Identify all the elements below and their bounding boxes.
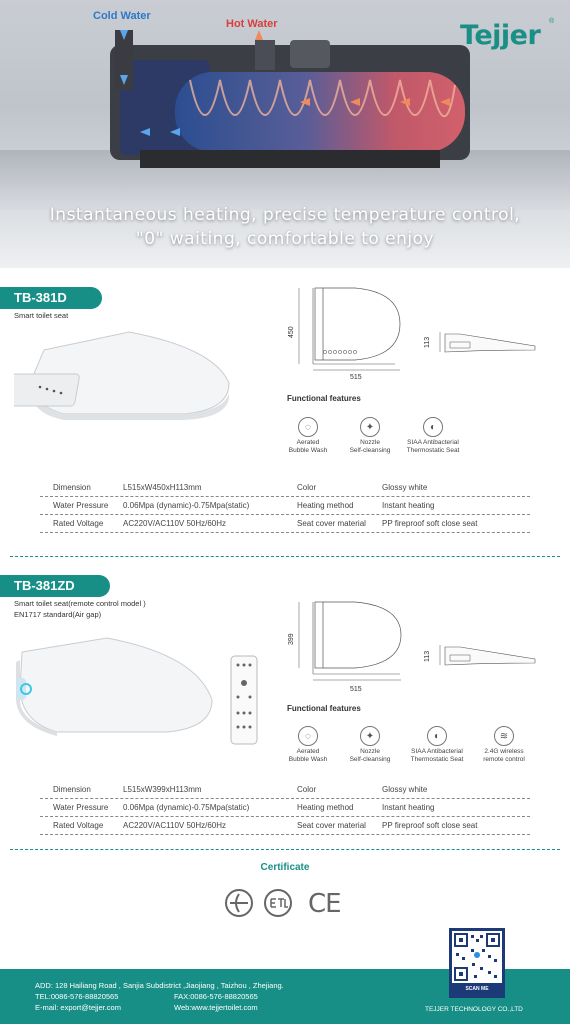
model-standard: EN1717 standard(Air gap) bbox=[14, 610, 102, 619]
feature-label: Aerated bbox=[296, 748, 320, 755]
width-dimension: 515 bbox=[350, 374, 362, 381]
spec-value: Instant heating bbox=[382, 803, 435, 812]
feature-label: Self-cleansing bbox=[349, 756, 391, 763]
feature-label: SIAA Antibacterial bbox=[411, 748, 463, 755]
table-row bbox=[40, 799, 530, 817]
nozzle-icon: ✦ bbox=[360, 417, 380, 437]
company-name: TEJJER TECHNOLOGY CO.,LTD bbox=[425, 1006, 523, 1013]
seat-icon: ◐ bbox=[427, 726, 447, 746]
spec-label: Water Pressure bbox=[53, 501, 109, 510]
table-row bbox=[40, 817, 530, 835]
feature-label: SIAA Antibacterial bbox=[407, 439, 459, 446]
qr-code[interactable] bbox=[449, 928, 505, 998]
feature-label: remote control bbox=[483, 756, 525, 763]
spec-value: 0.06Mpa (dynamic)-0.75Mpa(static) bbox=[123, 501, 250, 510]
seat-icon: ◐ bbox=[423, 417, 443, 437]
fax-text: FAX:0086-576-88820565 bbox=[174, 992, 258, 1001]
feature-label: 2.4G wireless bbox=[484, 748, 524, 755]
feature-label: Nozzle bbox=[360, 748, 380, 755]
remote-control-image bbox=[230, 655, 258, 745]
model-tab-tb381zd: TB-381ZD bbox=[0, 575, 110, 597]
spec-value: AC220V/AC110V 50Hz/60Hz bbox=[123, 519, 227, 528]
feature-label: Bubble Wash bbox=[288, 756, 328, 763]
feature-item bbox=[273, 726, 343, 764]
spec-value: Instant heating bbox=[382, 501, 435, 510]
spec-label: Rated Voltage bbox=[53, 519, 104, 528]
feature-label: Aerated bbox=[296, 439, 320, 446]
feature-item bbox=[335, 726, 405, 764]
model-tab-tb381d: TB-381D bbox=[0, 287, 102, 309]
scan-me-label: SCAN ME bbox=[452, 983, 502, 995]
side-dimension: 113 bbox=[424, 650, 431, 662]
registered-mark: ® bbox=[549, 18, 555, 25]
feature-label: Thermostatic Seat bbox=[406, 447, 460, 454]
height-dimension: 399 bbox=[288, 633, 295, 645]
feature-item bbox=[402, 726, 472, 764]
spec-value: 0.06Mpa (dynamic)-0.75Mpa(static) bbox=[123, 803, 250, 812]
tel-text: TEL:0086-576-88820565 bbox=[35, 992, 119, 1001]
table-row bbox=[40, 497, 530, 515]
cold-water-label: Cold Water bbox=[93, 10, 151, 22]
saa-cert-icon bbox=[224, 888, 254, 918]
feature-item bbox=[335, 417, 405, 455]
bubble-wash-icon: ◌ bbox=[298, 726, 318, 746]
model-subtitle: Smart toilet seat(remote control model ) bbox=[14, 599, 146, 608]
spec-label: Dimension bbox=[53, 785, 91, 794]
qr-pattern bbox=[452, 931, 502, 983]
height-dimension: 450 bbox=[288, 326, 295, 338]
spec-value: L515xW399xH113mm bbox=[123, 785, 202, 794]
features-title: Functional features bbox=[287, 394, 361, 403]
feature-item bbox=[398, 417, 468, 455]
width-dimension: 515 bbox=[350, 686, 362, 693]
feature-label: Nozzle bbox=[360, 439, 380, 446]
toilet-seat-image bbox=[12, 630, 217, 738]
spec-value: PP fireproof soft close seat bbox=[382, 519, 478, 528]
spec-label: Heating method bbox=[297, 501, 354, 510]
headline-line-1: Instantaneous heating, precise temperature control, bbox=[49, 205, 521, 225]
spec-value: Glossy white bbox=[382, 785, 428, 794]
dimension-drawing-top bbox=[295, 598, 415, 682]
headline-line-2: "0" waiting, comfortable to enjoy bbox=[135, 229, 435, 249]
spec-label: Seat cover material bbox=[297, 519, 366, 528]
feature-label: Self-cleansing bbox=[349, 447, 391, 454]
spec-label: Rated Voltage bbox=[53, 821, 104, 830]
feature-label: Bubble Wash bbox=[288, 447, 328, 454]
section-divider bbox=[10, 556, 560, 557]
nozzle-icon: ✦ bbox=[360, 726, 380, 746]
spec-label: Color bbox=[297, 483, 317, 492]
spec-label: Heating method bbox=[297, 803, 354, 812]
certificate-title: Certificate bbox=[260, 862, 310, 873]
table-row bbox=[40, 781, 530, 799]
spec-value: L515xW450xH113mm bbox=[123, 483, 202, 492]
dimension-drawing-side bbox=[430, 330, 540, 356]
section-divider bbox=[10, 849, 560, 850]
spec-label: Dimension bbox=[53, 483, 91, 492]
spec-value: Glossy white bbox=[382, 483, 428, 492]
brand-logo: Tejjer bbox=[460, 20, 541, 51]
feature-item bbox=[273, 417, 343, 455]
ce-cert-icon: CE bbox=[308, 889, 341, 919]
spec-label: Seat cover material bbox=[297, 821, 366, 830]
wireless-icon: ≋ bbox=[494, 726, 514, 746]
spec-label: Water Pressure bbox=[53, 803, 109, 812]
bubble-wash-icon: ◌ bbox=[298, 417, 318, 437]
spec-label: Color bbox=[297, 785, 317, 794]
spec-table bbox=[40, 781, 530, 835]
side-dimension: 113 bbox=[424, 336, 431, 348]
address-text: ADD: 128 Hailiang Road , Sanjia Subdistrict ,Jiaojiang , Taizhou , Zhejiang. bbox=[35, 981, 284, 990]
model-subtitle: Smart toilet seat bbox=[14, 311, 69, 320]
dimension-drawing-side bbox=[430, 643, 540, 669]
hot-water-label: Hot Water bbox=[226, 18, 278, 30]
website-link[interactable]: Web:www.tejjertoilet.com bbox=[174, 1003, 258, 1012]
toilet-seat-image bbox=[14, 328, 234, 420]
email-link[interactable]: E-mail: export@tejjer.com bbox=[35, 1003, 121, 1012]
feature-item bbox=[469, 726, 539, 764]
features-title: Functional features bbox=[287, 704, 361, 713]
spec-table bbox=[40, 479, 530, 533]
table-row bbox=[40, 515, 530, 533]
dimension-drawing-top bbox=[295, 284, 415, 374]
spec-value: AC220V/AC110V 50Hz/60Hz bbox=[123, 821, 227, 830]
etl-cert-icon bbox=[263, 888, 293, 918]
feature-label: Thermostatic Seat bbox=[410, 756, 464, 763]
table-row bbox=[40, 479, 530, 497]
spec-value: PP fireproof soft close seat bbox=[382, 821, 478, 830]
hero-banner bbox=[0, 0, 570, 268]
